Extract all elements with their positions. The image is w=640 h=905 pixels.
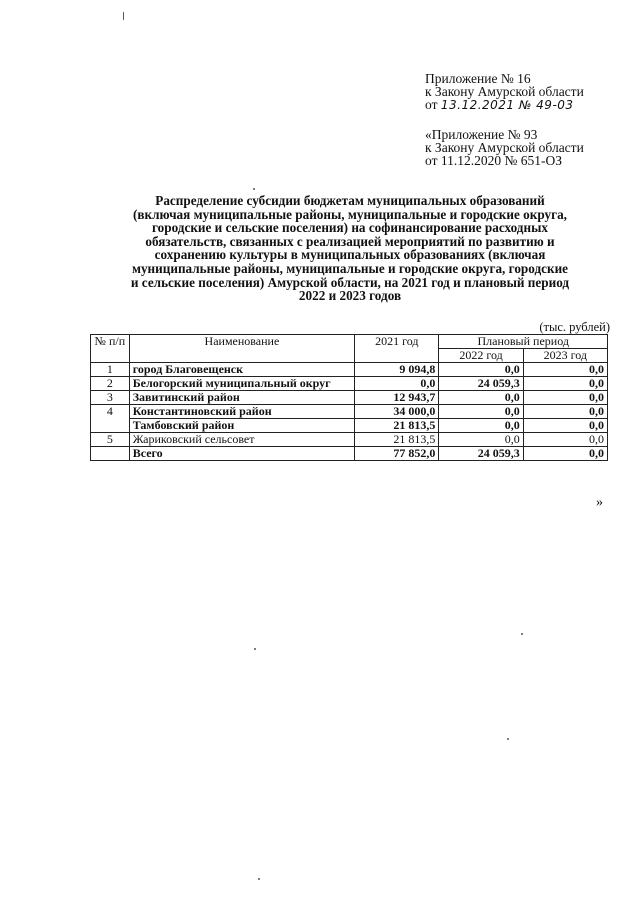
header-2021: 2021 год [355,335,439,363]
table-total-row [91,447,608,461]
total-label: Всего [129,447,354,461]
cell-num [91,447,130,461]
table-row [91,377,608,391]
cell-num: 4 [91,405,130,433]
cell-name: Тамбовский район [129,419,354,433]
cell-2023: 0,0 [523,405,607,419]
cell-name: Белогорский муниципальный округ [129,377,354,391]
cell-2021: 21 813,5 [355,419,439,433]
cell-num: 1 [91,363,130,377]
scan-speck [258,878,260,880]
cell-num: 5 [91,433,130,447]
appendix-93-title: «Приложение № 93 [425,127,538,142]
cell-2022: 0,0 [439,419,523,433]
table-row [91,405,608,419]
scan-speck [507,738,509,740]
cell-2021: 9 094,8 [355,363,439,377]
table-row [91,433,608,447]
scan-speck [253,188,255,190]
header-name: Наименование [129,335,354,363]
appendix-16-date-line [425,98,584,112]
header-planning-period: Плановый период [439,335,608,349]
scan-speck [521,633,523,635]
title-line: 2022 и 2023 годов [298,288,402,304]
table-row [91,419,608,433]
table-row [91,363,608,377]
title-line: городские и сельские поселения) на софинансирование расходных [152,220,548,236]
title-line: (включая муниципальные районы, муниципальные и городские округа, [133,206,567,222]
title-line: сохранению культуры в муниципальных образованиях (включая [154,247,546,263]
scan-speck [254,648,256,650]
header-num: № п/п [91,335,130,363]
cell-2023: 0,0 [523,391,607,405]
total-2021: 77 852,0 [355,447,439,461]
cell-num: 2 [91,377,130,391]
cell-2023: 0,0 [523,363,607,377]
cell-name: Жариковский сельсовет [129,433,354,447]
table-header-row [91,335,608,349]
scan-speck [123,12,124,20]
appendix-93-date: от 11.12.2020 № 651-ОЗ [425,153,562,168]
subsidy-table [90,334,608,461]
header-2023: 2023 год [523,349,607,363]
cell-2021: 34 000,0 [355,405,439,419]
cell-2023: 0,0 [523,433,607,447]
total-2023: 0,0 [523,447,607,461]
cell-2021: 21 813,5 [355,433,439,447]
cell-2022: 0,0 [439,363,523,377]
title-line: обязательств, связанных с реализацией мероприятий по развитию и [145,233,555,249]
appendix-93-header [425,128,584,167]
cell-2022: 0,0 [439,433,523,447]
document-title [90,194,610,303]
cell-num: 3 [91,391,130,405]
cell-2023: 0,0 [523,377,607,391]
unit-note: (тыс. рублей) [539,320,610,334]
cell-name: Константиновский район [129,405,354,419]
total-2022: 24 059,3 [439,447,523,461]
table-row [91,391,608,405]
cell-name: город Благовещенск [129,363,354,377]
title-line: и сельские поселения) Амурской области, на 2021 год и плановый период [130,274,570,290]
appendix-93-law: к Закону Амурской области [425,140,584,155]
cell-2021: 12 943,7 [355,391,439,405]
handwritten-date-number: 13.12.2021 № 49-03 [440,98,574,112]
title-line: Распределение субсидии бюджетам муниципальных образований [155,193,545,208]
appendix-16-law: к Закону Амурской области [425,84,584,99]
appendix-16-date-prefix: от [425,97,438,112]
cell-2023: 0,0 [523,419,607,433]
cell-2022: 0,0 [439,405,523,419]
header-2022: 2022 год [439,349,523,363]
appendix-16-title: Приложение № 16 [425,71,531,86]
cell-name: Завитинский район [129,391,354,405]
cell-2021: 0,0 [355,377,439,391]
title-line: муниципальные районы, муниципальные и городские округа, городские [131,260,569,276]
cell-2022: 0,0 [439,391,523,405]
cell-2022: 24 059,3 [439,377,523,391]
appendix-16-header [425,72,584,112]
closing-quote: » [596,495,603,510]
